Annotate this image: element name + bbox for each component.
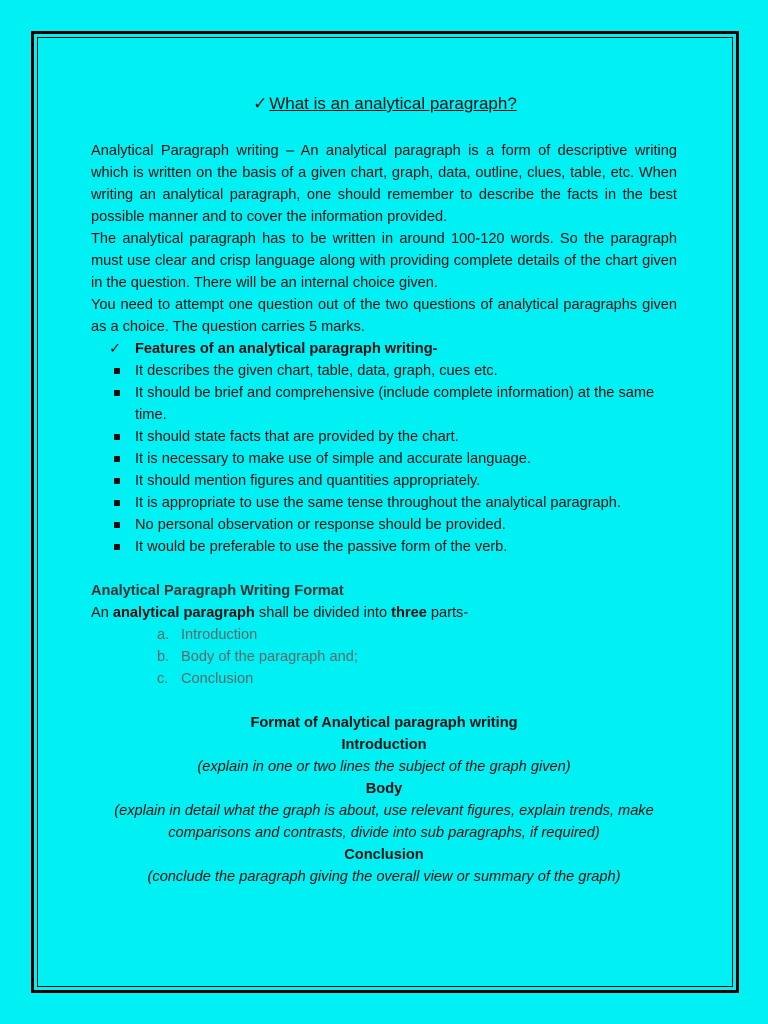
choice-paragraph: You need to attempt one question out of the two questions of analytical paragraphs given as a choice. The question carries 5 marks. [91, 297, 677, 335]
features-heading [109, 338, 677, 360]
list-item: It should be brief and comprehensive (include complete information) at the same time. [91, 382, 677, 426]
format-heading: Format of Analytical paragraph writing [250, 715, 518, 731]
word-limit-paragraph: The analytical paragraph has to be written in around 100-120 words. So the paragraph must use clear and crisp language along with providing complete details of the chart given in the question. There will be an internal choice given. [91, 231, 677, 291]
square-bullet-icon [114, 544, 120, 550]
square-bullet-icon [114, 522, 120, 528]
list-item: b. Body of the paragraph and; [157, 649, 358, 665]
list-item: c. Conclusion [157, 671, 254, 687]
square-bullet-icon [114, 478, 120, 484]
bold-term: analytical paragraph [112, 605, 255, 621]
bold-count: three [391, 605, 427, 621]
list-item: It is necessary to make use of simple and accurate language. [91, 448, 677, 470]
checkmark-icon: ✓ [253, 94, 268, 113]
parts-intro-line: An analytical paragraph shall be divided into three parts- [91, 605, 469, 621]
conclusion-note: (conclude the paragraph giving the overall view or summary of the graph) [147, 869, 621, 885]
list-item: No personal observation or response should be provided. [91, 514, 677, 536]
page-title [91, 92, 677, 116]
list-item: It is appropriate to use the same tense throughout the analytical paragraph. [91, 492, 677, 514]
square-bullet-icon [114, 368, 120, 374]
conclusion-heading: Conclusion [344, 847, 424, 863]
document-content [91, 92, 677, 888]
list-item: It should mention figures and quantities appropriately. [91, 470, 677, 492]
features-heading-text: Features of an analytical paragraph writing- [135, 341, 438, 357]
title-text: What is an analytical paragraph? [269, 94, 517, 113]
list-item: a. Introduction [157, 627, 258, 643]
introduction-heading: Introduction [341, 737, 427, 753]
parts-list [91, 624, 677, 690]
square-bullet-icon [114, 500, 120, 506]
format-details [91, 712, 677, 888]
square-bullet-icon [114, 390, 120, 396]
checkmark-icon: ✓ [109, 341, 122, 357]
body-heading: Body [365, 781, 403, 797]
body-note: (explain in detail what the graph is about, use relevant figures, explain trends, make comparisons and contrasts, divide into sub paragraphs, if required) [114, 803, 654, 841]
list-item: It describes the given chart, table, data, graph, cues etc. [91, 360, 677, 382]
introduction-note: (explain in one or two lines the subject of the graph given) [197, 759, 571, 775]
features-list [91, 360, 677, 558]
intro-paragraph: Analytical Paragraph writing – An analytical paragraph is a form of descriptive writing which is written on the basis of a given chart, graph, data, outline, clues, table, etc. When writing an analytical paragraph, one should remember to describe the facts in the best possible manner and to cover the information provided. [91, 143, 677, 225]
list-item: It would be preferable to use the passive form of the verb. [91, 536, 677, 558]
square-bullet-icon [114, 456, 120, 462]
format-section-heading: Analytical Paragraph Writing Format [91, 583, 344, 599]
list-item: It should state facts that are provided by the chart. [91, 426, 677, 448]
square-bullet-icon [114, 434, 120, 440]
